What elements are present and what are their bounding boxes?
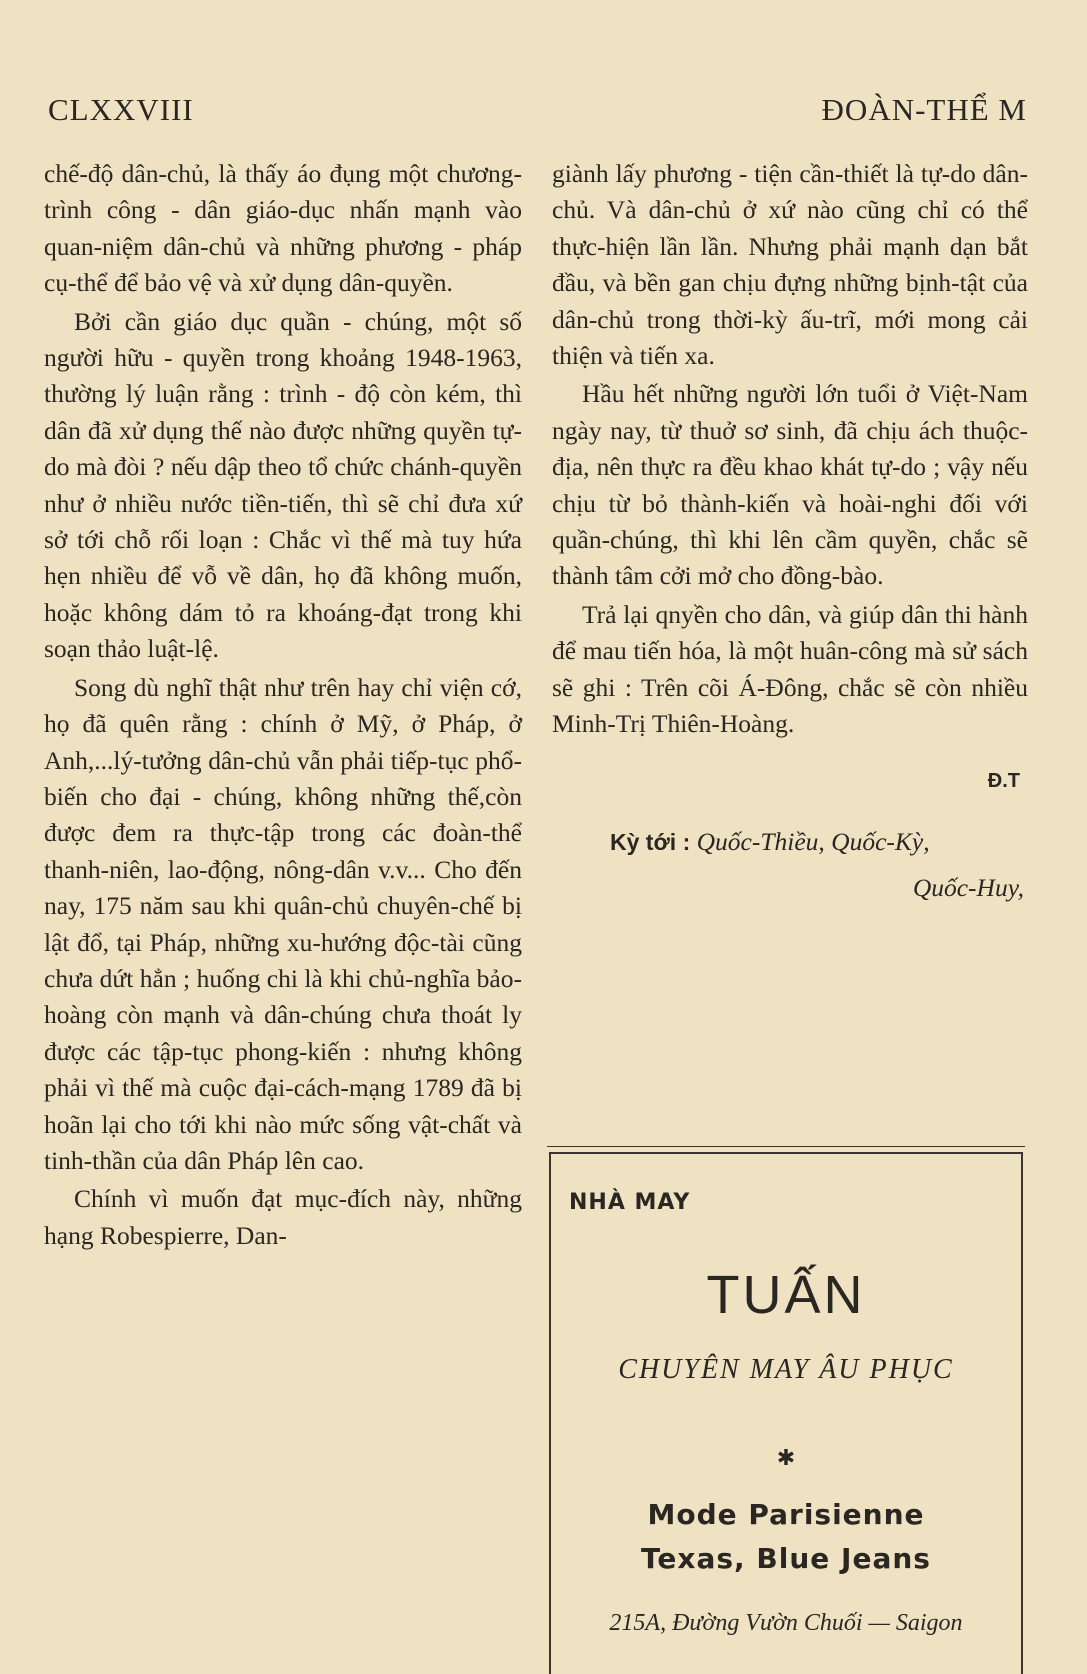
ad-service-line: Mode Parisienne	[647, 1498, 925, 1531]
ad-service-line: Texas, Blue Jeans	[641, 1542, 931, 1575]
ornament-icon: ✱	[776, 1446, 796, 1471]
right-column	[552, 156, 1028, 911]
ad-rule	[547, 1146, 1025, 1147]
author-signature: Đ.T	[987, 769, 1020, 792]
body-paragraph: Hầu hết những người lớn tuổi ở Việt-Nam ngày nay, từ thuở sơ sinh, đã chịu ách thuộc-địa, nên thực ra đều khao khát tự-do ; vậy nếu chịu từ bỏ thành-kiến và hoài-nghi đối với quần-chúng, thì khi lên cầm quyền, chắc sẽ thành tâm cởi mở cho đồng-bào.	[552, 379, 1028, 591]
body-paragraph: chế-độ dân-chủ, là thấy áo đụng một chương-trình công - dân giáo-dục nhấn mạnh vào quan-niệm dân-chủ và những phương - pháp cụ-thể để bảo vệ và xử dụng dân-quyền.	[44, 159, 522, 298]
body-paragraph: Bởi cần giáo dục quần - chúng, một số người hữu - quyền trong khoảng 1948-1963, thường lý luận rằng : trình - độ còn kém, thì dân đã xử dụng thế nào được những quyền tự-do mà đòi ? nếu dập theo tổ chức chánh-quyền như ở nhiều nước tiền-tiến, thì sẽ chỉ đưa xứ sở tới chỗ rối loạn : Chắc vì thế mà tuy hứa hẹn nhiều để vỗ về dân, họ đã không muốn, hoặc không dám tỏ ra khoáng-đạt trong khi soạn thảo luật-lệ.	[44, 306, 522, 664]
body-paragraph: giành lấy phương - tiện cần-thiết là tự-do dân-chủ. Và dân-chủ ở xứ nào cũng chỉ có thể thực-hiện lần lần. Nhưng phải mạnh dạn bắt đầu, và bền gan chịu đựng những bịnh-tật của dân-chủ trong thời-kỳ ấu-trĩ, mới mong cải thiện và tiến xa.	[552, 159, 1028, 371]
body-paragraph: Song dù nghĩ thật như trên hay chỉ viện cớ, họ đã quên rằng : chính ở Mỹ, ở Pháp, ở Anh,...lý-tưởng dân-chủ vẫn phải tiếp-tục phổ-biến cho đại - chúng, không những thế,còn được đem ra thực-tập trong các đoàn-thể thanh-niên, lao-động, nông-dân v.v... Cho đến nay, 175 năm sau khi quân-chủ chuyên-chế bị lật đổ, tại Pháp, những xu-hướng độc-tài cũng chưa dứt hẳn ; huống chi là khi chủ-nghĩa bảo-hoàng còn mạnh và dân-chúng chưa thoát ly được các tập-tục phong-kiến : nhưng không phải vì thế mà cuộc đại-cách-mạng 1789 đã bị hoãn lại cho tới khi nào mức sống vật-chất và tinh-thần của dân Pháp lên cao.	[44, 672, 522, 1175]
publication-title: ĐOÀN-THỂ M	[821, 92, 1027, 127]
page-number: CLXXVIII	[48, 92, 194, 127]
left-column	[44, 156, 522, 1254]
ad-tagline: CHUYÊN MAY ÂU PHỤC	[618, 1354, 954, 1385]
body-paragraph: Chính vì muốn đạt mục-đích này, những hạng Robespierre, Dan-	[44, 1184, 522, 1250]
ad-address: 215A, Đường Vườn Chuối — Saigon	[609, 1610, 963, 1636]
next-issue-topics: Quốc-Thiều, Quốc-Kỳ,	[696, 826, 930, 856]
ad-eyebrow: NHÀ MAY	[569, 1190, 691, 1215]
next-issue-label: Kỳ tới :	[610, 828, 691, 855]
next-issue-topics-continued: Quốc-Huy,	[912, 872, 1024, 902]
body-paragraph: Trả lại qnyền cho dân, và giúp dân thi hành để mau tiến hóa, là một huân-công mà sử sách sẽ ghi : Trên cõi Á-Đông, chắc sẽ còn nhiều Minh-Trị Thiên-Hoàng.	[552, 599, 1028, 739]
tailor-advertisement	[549, 1152, 1023, 1674]
ad-business-name: TUẤN	[706, 1265, 866, 1325]
next-issue-note	[552, 819, 1028, 911]
running-head	[48, 82, 1027, 128]
